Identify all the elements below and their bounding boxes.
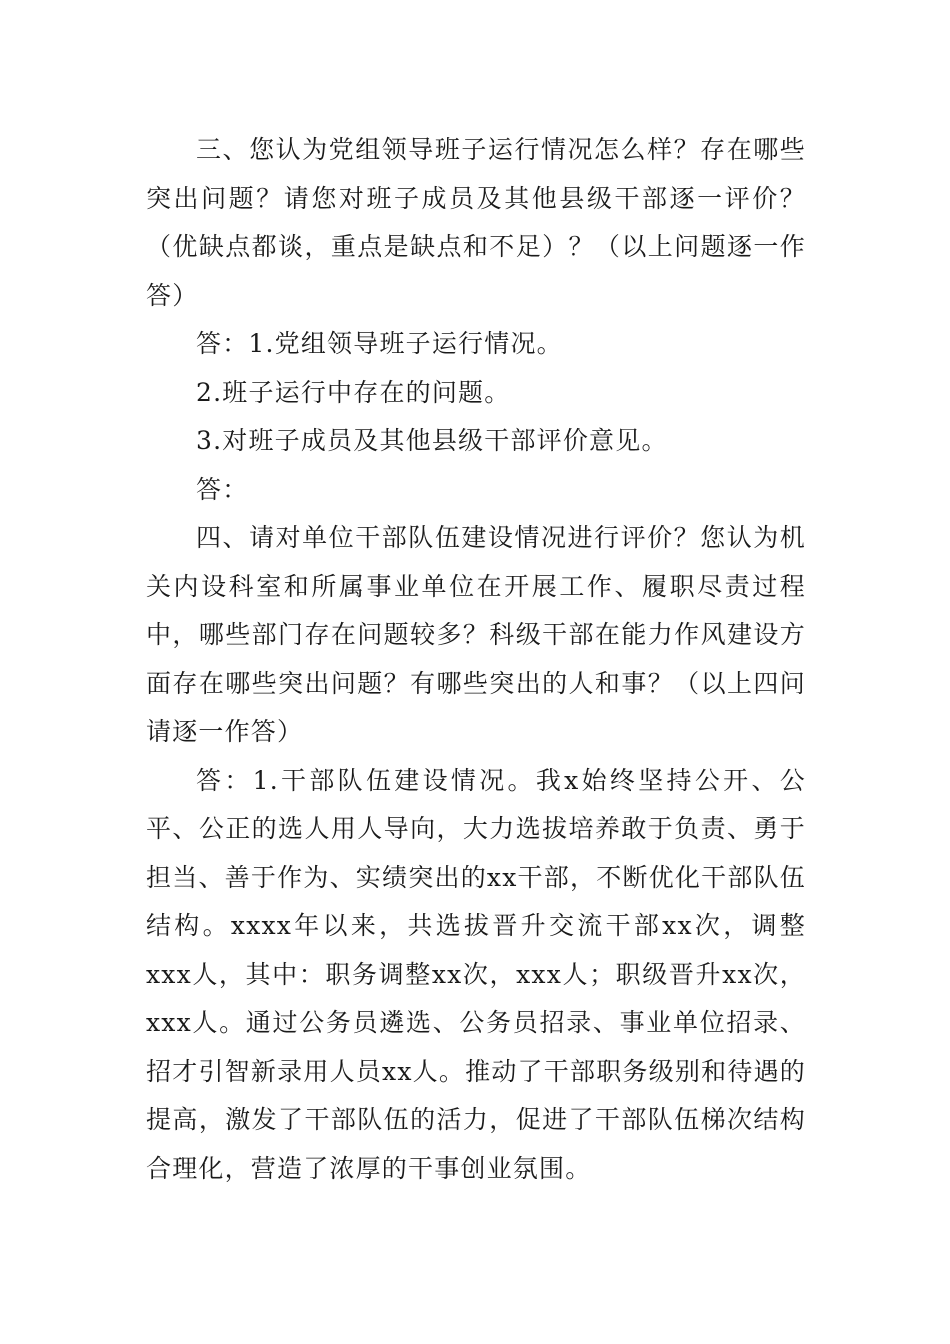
answer-item-3: 3.对班子成员及其他县级干部评价意见。 bbox=[196, 426, 668, 455]
answer-label: 答： bbox=[196, 474, 249, 504]
answer-cadre-team-paragraph: 答：1.干部队伍建设情况。我x始终坚持公开、公平、公正的选人用人导向，大力选拔培养敢于负责、勇于担当、善于作为、实绩突出的xx干部，不断优化干部队伍结构。xxxx年以来，共选拔晋升交流干部xx次，调整xxx人，其中：职务调整xx次，xxx人；职级晋升xx次，xxx人。通过公务员遴选、公务员招录、事业单位招录、招才引智新录用人员xx人。推动了干部职务级别和待遇的提高，激发了干部队伍的活力，促进了干部队伍梯次结构合理化，营造了浓厚的干事创业氛围。 bbox=[146, 765, 806, 1183]
question-three-paragraph: 三、您认为党组领导班子运行情况怎么样？存在哪些突出问题？请您对班子成员及其他县级干部逐一评价？（优缺点都谈，重点是缺点和不足）？（以上问题逐一作答） bbox=[146, 135, 806, 310]
document-body bbox=[146, 126, 806, 1193]
question-four-paragraph: 四、请对单位干部队伍建设情况进行评价？您认为机关内设科室和所属事业单位在开展工作、履职尽责过程中，哪些部门存在问题较多？科级干部在能力作风建设方面存在哪些突出问题？有哪些突出的人和事？（以上四问请逐一作答） bbox=[146, 523, 806, 746]
answer-item-2: 2.班子运行中存在的问题。 bbox=[196, 377, 511, 407]
answer-item-1: 答：1.党组领导班子运行情况。 bbox=[196, 329, 563, 358]
